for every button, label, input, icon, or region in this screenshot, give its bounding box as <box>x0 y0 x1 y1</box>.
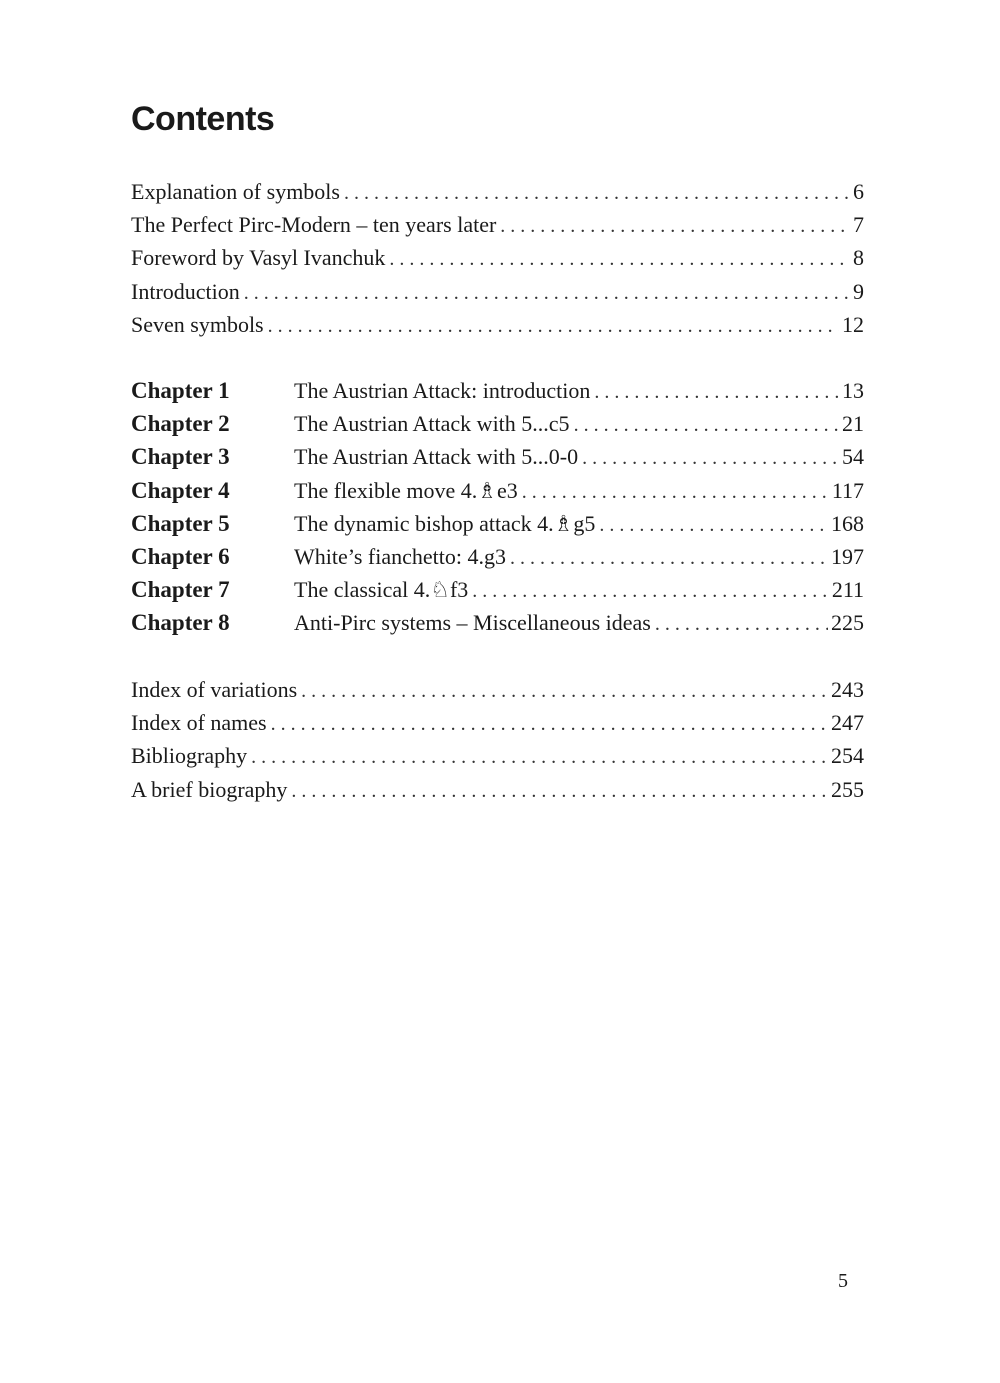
toc-entry[interactable] <box>131 179 864 212</box>
chapter-label: Chapter 6 <box>131 543 230 569</box>
toc-entry-page: 9 <box>853 278 864 304</box>
chapter-page: 13 <box>842 378 864 403</box>
leader-dots <box>344 182 850 205</box>
back-matter-list <box>131 677 864 810</box>
chapter-title: The Austrian Attack with 5...c5 <box>294 411 570 437</box>
chapter-entry[interactable] <box>131 444 864 477</box>
chapter-entry[interactable] <box>131 478 864 511</box>
toc-entry-page: 255 <box>831 776 864 802</box>
toc-entry-page: 247 <box>831 710 864 736</box>
chapter-page: 225 <box>831 610 864 636</box>
chapter-entry[interactable] <box>131 544 864 577</box>
leader-dots <box>655 613 828 636</box>
chapter-page: 54 <box>842 444 864 470</box>
leader-dots <box>510 547 828 570</box>
leader-dots <box>268 315 839 338</box>
front-matter-list <box>131 179 864 345</box>
chapter-title: Anti-Pirc systems – Miscellaneous ideas <box>294 610 651 636</box>
leader-dots <box>301 680 828 703</box>
toc-entry[interactable] <box>131 212 864 245</box>
leader-dots <box>389 248 850 271</box>
leader-dots <box>574 414 839 437</box>
toc-entry-title: A brief biography <box>131 776 288 802</box>
toc-entry-page: 8 <box>853 245 864 271</box>
chapter-entry[interactable] <box>131 411 864 444</box>
leader-dots <box>582 447 839 470</box>
toc-entry[interactable] <box>131 245 864 278</box>
chapter-title: The dynamic bishop attack 4.♗g5 <box>294 510 596 536</box>
toc-entry-title: Seven symbols <box>131 311 264 337</box>
leader-dots <box>594 381 839 404</box>
chapter-entry[interactable] <box>131 378 864 411</box>
toc-entry-title: Index of names <box>131 710 267 736</box>
toc-entry-page: 254 <box>831 743 864 769</box>
chapters-list <box>131 378 864 644</box>
leader-dots <box>599 514 828 537</box>
leader-dots <box>522 481 829 504</box>
chapter-label: Chapter 7 <box>131 577 230 603</box>
page-title: Contents <box>131 100 275 138</box>
chapter-entry[interactable] <box>131 610 864 643</box>
chapter-label: Chapter 1 <box>131 378 230 403</box>
leader-dots <box>271 713 828 736</box>
toc-entry-title: Foreword by Vasyl Ivanchuk <box>131 245 386 271</box>
chapter-label: Chapter 5 <box>131 510 230 536</box>
chapter-title: The Austrian Attack: introduction <box>294 378 591 403</box>
chapter-page: 211 <box>831 577 864 603</box>
chapter-label: Chapter 2 <box>131 411 230 437</box>
toc-entry[interactable] <box>131 777 864 810</box>
toc-entry-page: 12 <box>842 311 864 337</box>
chapter-page: 21 <box>842 411 864 437</box>
toc-entry-title: Introduction <box>131 278 240 304</box>
chapter-title: The classical 4.♘f3 <box>294 577 469 603</box>
chapter-title: The flexible move 4.♗e3 <box>294 477 518 503</box>
chapter-title: White’s fianchetto: 4.g3 <box>294 543 506 569</box>
chapter-page: 117 <box>831 477 864 503</box>
toc-entry[interactable] <box>131 677 864 710</box>
toc-entry-page: 243 <box>831 677 864 702</box>
chapter-label: Chapter 4 <box>131 477 230 503</box>
toc-entry-page: 7 <box>853 212 864 238</box>
toc-entry[interactable] <box>131 312 864 345</box>
chapter-entry[interactable] <box>131 577 864 610</box>
chapter-entry[interactable] <box>131 511 864 544</box>
toc-entry[interactable] <box>131 710 864 743</box>
page-number: 5 <box>838 1270 848 1292</box>
chapter-title: The Austrian Attack with 5...0-0 <box>294 444 579 470</box>
leader-dots <box>472 580 829 603</box>
leader-dots <box>251 746 828 769</box>
chapter-label: Chapter 3 <box>131 444 230 470</box>
leader-dots <box>291 780 828 803</box>
chapter-page: 168 <box>831 510 864 536</box>
chapter-label: Chapter 8 <box>131 610 230 636</box>
toc-entry-title: The Perfect Pirc-Modern – ten years later <box>131 212 497 238</box>
toc-entry-title: Index of variations <box>131 677 298 702</box>
toc-entry[interactable] <box>131 743 864 776</box>
toc-entry[interactable] <box>131 279 864 312</box>
toc-entry-title: Bibliography <box>131 743 248 769</box>
chapter-page: 197 <box>831 543 864 569</box>
toc-entry-page: 6 <box>853 179 864 204</box>
toc-entry-title: Explanation of symbols <box>131 179 340 204</box>
leader-dots <box>500 215 850 238</box>
leader-dots <box>244 282 850 305</box>
